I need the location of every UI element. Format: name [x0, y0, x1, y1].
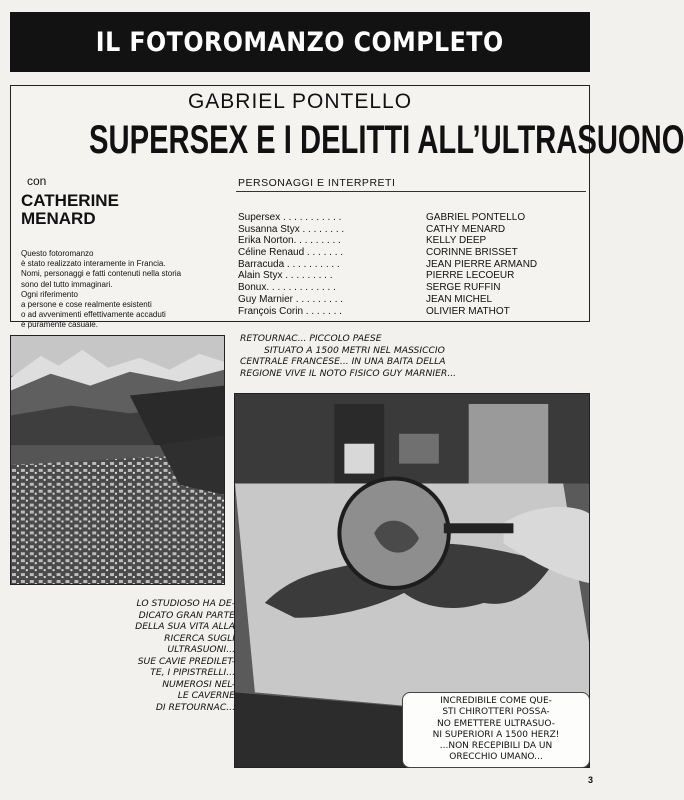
cast-actor: CATHY MENARD — [426, 223, 506, 235]
cast-row — [238, 294, 578, 306]
cast-actor: OLIVIER MATHOT — [426, 305, 510, 317]
cast-divider — [236, 191, 586, 192]
caption-line: RETOURNAC... PICCOLO PAESE — [240, 333, 382, 344]
balloon-line: NI SUPERIORI A 1500 HERZ! — [432, 729, 560, 740]
cast-row — [238, 270, 578, 282]
cast-row — [238, 306, 578, 318]
star-name — [21, 192, 119, 228]
caption-line: ULTRASUONI... — [167, 644, 235, 655]
star-first-name: CATHERINE — [21, 191, 119, 210]
disclaimer-line: o ad avvenimenti effettivamente accaduti — [21, 310, 166, 320]
cast-row — [238, 259, 578, 271]
disclaimer-line: Ogni riferimento — [21, 289, 78, 299]
cast-role: Bonux. . . . . . . . . . . . . — [238, 282, 336, 294]
banner-title: IL FOTOROMANZO COMPLETO — [96, 26, 504, 58]
cast-role: Guy Marnier . . . . . . . . . — [238, 293, 344, 305]
disclaimer-line: sono del tutto immaginari. — [21, 279, 113, 289]
cast-role: Barracuda . . . . . . . . . . — [238, 258, 340, 270]
cast-list — [238, 212, 578, 317]
story-title: SUPERSEX E I DELITTI ALL’ULTRASUONO — [89, 118, 684, 162]
disclaimer — [21, 249, 231, 331]
caption-line: DELLA SUA VITA ALLA — [135, 621, 235, 632]
cast-actor: GABRIEL PONTELLO — [426, 212, 526, 223]
cast-row — [238, 247, 578, 259]
caption-line: DICATO GRAN PARTE — [138, 609, 235, 621]
cast-row — [238, 224, 578, 236]
con-label: con — [27, 174, 47, 188]
cast-role: Supersex . . . . . . . . . . . — [238, 212, 342, 223]
disclaimer-line: a persone e cose realmente esistenti — [21, 300, 152, 310]
balloon-line: INCREDIBILE COME QUE- — [440, 696, 552, 706]
balloon-line: ...NON RECEPIBILI DA UN — [439, 741, 553, 752]
cast-role: François Corin . . . . . . . — [238, 305, 342, 317]
caption-line: LO STUDIOSO HA DE- — [136, 598, 235, 609]
caption-line: DI RETOURNAC... — [155, 701, 235, 713]
village-landscape-photo — [10, 335, 225, 585]
page-number: 3 — [588, 775, 594, 785]
caption-line: LE CAVERNE — [177, 690, 235, 701]
disclaimer-line: è puramente casuale. — [21, 320, 98, 330]
caption-line: NUMEROSI NEL- — [162, 678, 235, 690]
caption-line: SITUATO A 1500 METRI NEL MASSICCIO — [264, 344, 445, 356]
balloon-line: NO EMETTERE ULTRASUO- — [437, 718, 555, 729]
author-name: GABRIEL PONTELLO — [187, 90, 413, 113]
disclaimer-line: Nomi, personaggi e fatti contenuti nella storia — [21, 269, 182, 279]
disclaimer-line: è stato realizzato interamente in Francia. — [21, 259, 166, 269]
cast-header: PERSONAGGI E INTERPRETI — [238, 177, 396, 189]
caption-line: REGIONE VIVE IL NOTO FISICO GUY MARNIER... — [240, 367, 457, 379]
cast-role: Erika Norton. . . . . . . . . — [238, 235, 341, 247]
balloon-line: STI CHIROTTERI POSSA- — [442, 707, 550, 718]
star-last-name: MENARD — [21, 209, 96, 228]
cast-row — [238, 235, 578, 247]
cast-row — [238, 212, 578, 224]
cast-actor: SERGE RUFFIN — [426, 282, 501, 294]
narration-caption-left — [40, 598, 235, 713]
caption-line: SUE CAVIE PREDILET- — [137, 655, 235, 667]
cast-actor: PIERRE LECOEUR — [426, 270, 515, 282]
cast-role: Céline Renaud . . . . . . . — [238, 247, 344, 259]
village-landscape-image — [11, 336, 224, 584]
cast-actor: CORINNE BRISSET — [426, 247, 518, 259]
caption-line: RICERCA SUGLI — [164, 632, 235, 644]
title-banner — [10, 12, 590, 72]
caption-line: CENTRALE FRANCESE... IN UNA BAITA DELLA — [240, 356, 446, 367]
narration-caption-top — [240, 333, 585, 379]
caption-line: TE, I PIPISTRELLI... — [150, 667, 235, 678]
cast-role: Alain Styx . . . . . . . . . — [238, 270, 333, 282]
balloon-line: ORECCHIO UMANO... — [449, 752, 543, 763]
cast-actor: JEAN MICHEL — [426, 293, 493, 305]
cast-role: Susanna Styx . . . . . . . . — [238, 223, 345, 235]
disclaimer-line: Questo fotoromanzo — [21, 249, 94, 258]
cast-actor: JEAN PIERRE ARMAND — [426, 258, 538, 270]
credits-box — [10, 85, 684, 330]
cast-row — [238, 282, 578, 294]
speech-balloon — [402, 692, 590, 768]
cast-actor: KELLY DEEP — [426, 235, 487, 247]
